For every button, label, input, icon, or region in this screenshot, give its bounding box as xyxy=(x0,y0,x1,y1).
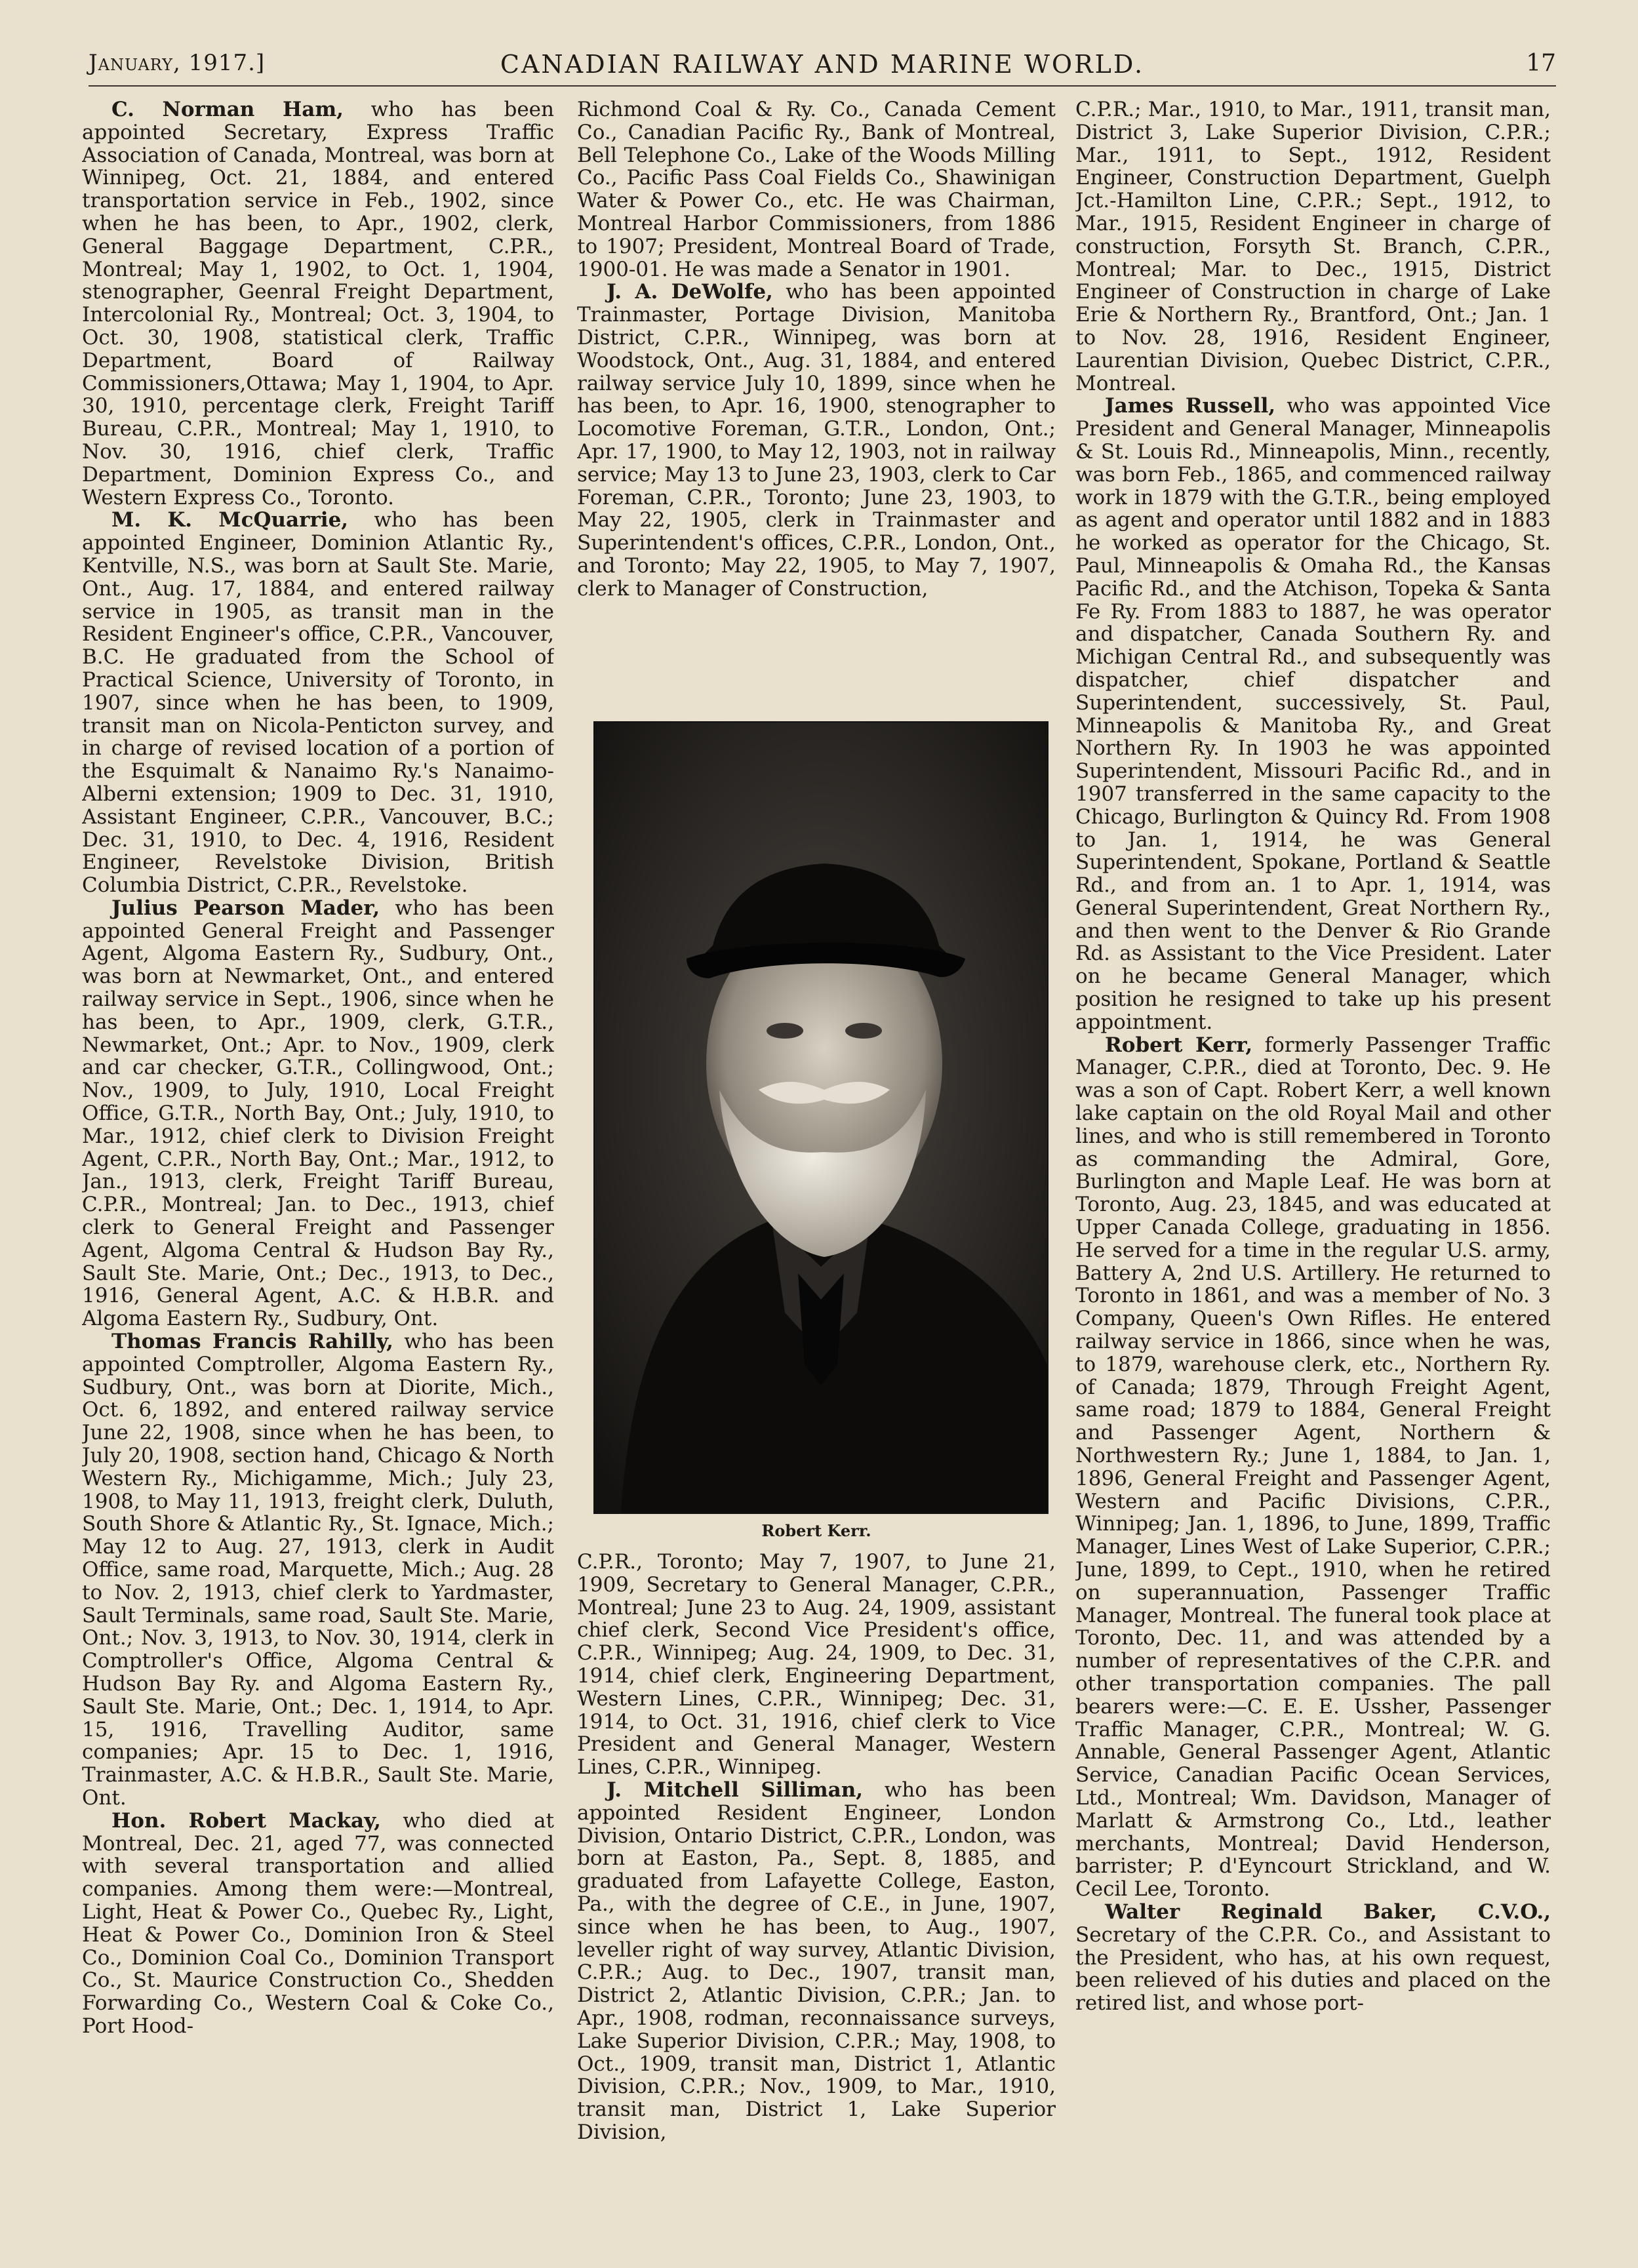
paragraph xyxy=(1075,1901,1551,2015)
page-number: 17 xyxy=(1526,50,1556,77)
paragraph xyxy=(82,1810,554,2038)
paragraph xyxy=(577,1551,1056,1779)
paragraph xyxy=(1075,98,1551,395)
paragraph xyxy=(82,897,554,1330)
paragraph xyxy=(82,1330,554,1810)
column-2-continued xyxy=(577,1551,1056,2210)
person-name: Julius Pearson Mader, xyxy=(111,896,380,920)
paragraph-text: Richmond Coal & Ry. Co., Canada Cement Co., Canadian Pacific Ry., Bank of Montreal, Bell Telephone Co., Lake of the Woods Milling Co., Pacific Pass Coal Fields Co., Shawinigan Water & Power Co., etc. He was Chairman, Montreal Harbor Commissioners, from 1886 to 1907; President, Montreal Board of Trade, 1900-01. He was made a Senator in 1901. xyxy=(577,98,1056,281)
paragraph-text: who has been appointed Resident Engineer, London Division, Ontario District, C.P.R., London, was born at Easton, Pa., Sept. 8, 1885, and graduated from Lafayette College, Easton, Pa., with the degree of C.E., in June, 1907, since when he has been, to Aug., 1907, leveller right of way survey, Atlantic Division, C.P.R.; Aug. to Dec., 1907, transit man, District 2, Atlantic Division, C.P.R.; Jan. to Apr., 1908, rodman, reconnaissance surveys, Lake Superior Division, C.P.R.; May, 1908, to Oct., 1909, transit man, District 1, Atlantic Division, C.P.R.; Nov., 1909, to Mar., 1910, transit man, District 1, Lake Superior Division, xyxy=(577,1778,1056,2144)
paragraph xyxy=(577,98,1056,281)
paragraph xyxy=(577,281,1056,600)
person-name: Hon. Robert Mackay, xyxy=(111,1808,381,1833)
paragraph-text: Secretary of the C.P.R. Co., and Assistant to the President, who has, at his own request, been relieved of his duties and placed on the retired list, and whose port- xyxy=(1075,1922,1551,2016)
paragraph xyxy=(1075,1034,1551,1901)
paragraph-text: who died at Montreal, Dec. 21, aged 77, was connected with several transportation and allied companies. Among them were:—Montreal, Light, Heat & Power Co., Quebec Ry., Light, Heat & Power Co., Dominion Iron & Steel Co., Dominion Coal Co., Dominion Transport Co., St. Maurice Construction Co., Shedden Forwarding Co., Western Coal & Coke Co., Port Hood- xyxy=(82,1808,554,2038)
person-name: M. K. McQuarrie, xyxy=(111,508,349,532)
person-name: J. A. DeWolfe, xyxy=(607,280,773,304)
paragraph-text: who has been appointed Engineer, Dominion Atlantic Ry., Kentville, N.S., was born at Sault Ste. Marie, Ont., Aug. 17, 1884, and entered railway service in 1905, as transit man in the Resident Engineer's office, C.P.R., Vancouver, B.C. He graduated from the School of Practical Science, University of Toronto, in 1907, since when he has been, to 1909, transit man on Nicola-Penticton survey, and in charge of revised location of a portion of the Esquimalt & Nanaimo Ry.'s Nanaimo-Alberni extension; 1909 to Dec. 31, 1910, Assistant Engineer, C.P.R., Vancouver, B.C.; Dec. 31, 1910, to Dec. 4, 1916, Resident Engineer, Revelstoke Division, British Columbia District, C.P.R., Revelstoke. xyxy=(82,508,554,898)
person-name: James Russell, xyxy=(1105,394,1276,418)
header-rule xyxy=(89,85,1556,87)
page-header xyxy=(89,46,1556,85)
photo-caption: Robert Kerr. xyxy=(761,1521,871,1540)
portrait-image xyxy=(595,723,1047,1513)
paragraph xyxy=(1075,395,1551,1033)
paragraph xyxy=(82,509,554,897)
person-name: Robert Kerr, xyxy=(1105,1033,1253,1057)
person-name: J. Mitchell Silliman, xyxy=(607,1778,864,1802)
column-2 xyxy=(577,98,1056,2210)
column-3 xyxy=(1075,98,1551,2210)
paragraph-text: formerly Passenger Traffic Manager, C.P.R., died at Toronto, Dec. 9. He was a son of Capt. Robert Kerr, a well known lake captain on the old Royal Mail and other lines, and who is still remembered in Toronto as commanding the Admiral, Gore, Burlington and Maple Leaf. He was born at Toronto, Aug. 23, 1845, and was educated at Upper Canada College, graduating in 1856. He served for a time in the regular U.S. army, Battery A, 2nd U.S. Artillery. He returned to Toronto in 1861, and was a member of No. 3 Company, Queen's Own Rifles. He entered railway service in 1866, since when he was, to 1879, warehouse clerk, etc., Northern Ry. of Canada; 1879, Through Freight Agent, same road; 1879 to 1884, General Freight and Passenger Agent, Northern & Northwestern Ry.; June 1, 1884, to Jan. 1, 1896, General Freight and Passenger Agent, Western and Pacific Divisions, C.P.R., Winnipeg; Jan. 1, 1896, to June, 1899, Traffic Manager, Lines West of Lake Superior, C.P.R.; June, 1899, to Cept., 1910, when he retired on superannuation, Passenger Traffic Manager, Montreal. The funeral took place at Toronto, Dec. 11, and was attended by a number of representatives of the C.P.R. and other transportation companies. The pall bearers were:—C. E. E. Ussher, Passenger Traffic Manager, C.P.R., Montreal; W. G. Annable, General Passenger Agent, Atlantic Service, Canadian Pacific Ocean Services, Ltd., Montreal; Wm. Davidson, Manager of Marlatt & Armstrong Co., Ltd., leather merchants, Montreal; David Henderson, barrister; P. d'Eyncourt Strickland, and W. Cecil Lee, Toronto. xyxy=(1075,1033,1551,1901)
person-name: Thomas Francis Rahilly, xyxy=(111,1330,393,1354)
paragraph-text: who has been appointed Comptroller, Algoma Eastern Ry., Sudbury, Ont., was born at Diorite, Mich., Oct. 6, 1892, and entered railway service June 22, 1908, since when he has been, to July 20, 1908, section hand, Chicago & North Western Ry., Michigamme, Mich.; July 23, 1908, to May 11, 1913, freight clerk, Duluth, South Shore & Atlantic Ry., St. Ignace, Mich.; May 12 to Aug. 27, 1913, clerk in Audit Office, same road, Marquette, Mich.; Aug. 28 to Nov. 2, 1913, chief clerk to Yardmaster, Sault Terminals, same road, Sault Ste. Marie, Ont.; Nov. 3, 1913, to Nov. 30, 1914, clerk in Comptroller's Office, Algoma Central & Hudson Bay Ry. and Algoma Eastern Ry., Sault Ste. Marie, Ont.; Dec. 1, 1914, to Apr. 15, 1916, Travelling Auditor, same companies; Apr. 15 to Dec. 1, 1916, Trainmaster, A.C. & H.B.R., Sault Ste. Marie, Ont. xyxy=(82,1330,554,1810)
paragraph-text: who was appointed Vice President and General Manager, Minneapolis & St. Louis Rd., Minneapolis, Minn., recently, was born Feb., 1865, and commenced railway work in 1879 with the G.T.R., being employed as agent and operator until 1882 and in 1883 he worked as operator for the Chicago, St. Paul, Minneapolis & Omaha Rd., the Kansas Pacific Rd., and the Atchison, Topeka & Santa Fe Ry. From 1883 to 1887, he was operator and dispatcher, Canada Southern Ry. and Michigan Central Rd., and subsequently was dispatcher, chief dispatcher and Superintendent, successively, St. Paul, Minneapolis & Manitoba Ry., and Great Northern Ry. In 1903 he was appointed Superintendent, Missouri Pacific Rd., and in 1907 transferred in the same capacity to the Chicago, Burlington & Quincy Rd. From 1908 to Jan. 1, 1914, he was General Superintendent, Spokane, Portland & Seattle Rd., and from an. 1 to Apr. 1, 1914, was General Superintendent, Great Northern Ry., and then went to the Denver & Rio Grande Rd. as Assistant to the Vice President. Later on he became General Manager, which position he resigned to take up his present appointment. xyxy=(1075,394,1551,1034)
issue-date: January, 1917.] xyxy=(89,50,266,76)
person-name: C. Norman Ham, xyxy=(111,98,344,121)
paragraph-text: who has been appointed Secretary, Express Traffic Association of Canada, Montreal, was born at Winnipeg, Oct. 21, 1884, and entered transportation service in Feb., 1902, since when he has been, to Apr., 1902, clerk, General Baggage Department, C.P.R., Montreal; May 1, 1902, to Oct. 1, 1904, stenographer, Geenral Freight Department, Intercolonial Ry., Montreal; Oct. 3, 1904, to Oct. 30, 1908, statistical clerk, Traffic Department, Board of Railway Commissioners,Ottawa; May 1, 1904, to Apr. 30, 1910, percentage clerk, Freight Tariff Bureau, C.P.R., Montreal; May 1, 1910, to Nov. 30, 1916, chief clerk, Traffic Department, Dominion Express Co., and Western Express Co., Toronto. xyxy=(82,98,554,509)
column-1 xyxy=(82,98,554,2210)
paragraph-text: C.P.R., Toronto; May 7, 1907, to June 21, 1909, Secretary to General Manager, C.P.R., Montreal; June 23 to Aug. 24, 1909, assistant chief clerk, Second Vice President's office, C.P.R., Winnipeg; Aug. 24, 1909, to Dec. 31, 1914, chief clerk, Engineering Department, Western Lines, C.P.R., Winnipeg; Dec. 31, 1914, to Oct. 31, 1916, chief clerk to Vice President and General Manager, Western Lines, C.P.R., Winnipeg. xyxy=(577,1551,1056,1780)
paragraph xyxy=(82,98,554,509)
paragraph-text: who has been appointed Trainmaster, Portage Division, Manitoba District, C.P.R., Winnipeg, was born at Woodstock, Ont., Aug. 31, 1884, and entered railway service July 10, 1899, since when he has been, to Apr. 16, 1900, stenographer to Locomotive Foreman, G.T.R., London, Ont.; Apr. 17, 1900, to May 12, 1903, not in railway service; May 13 to June 23, 1903, clerk to Car Foreman, C.P.R., Toronto; June 23, 1903, to May 22, 1905, clerk in Trainmaster and Superintendent's offices, C.P.R., London, Ont., and Toronto; May 22, 1905, to May 7, 1907, clerk to Manager of Construction, xyxy=(577,280,1056,601)
portrait-photo xyxy=(593,721,1049,1514)
paragraph-text: who has been appointed General Freight and Passenger Agent, Algoma Eastern Ry., Sudbury, Ont., was born at Newmarket, Ont., and entered railway service in Sept., 1906, since when he has been, to Apr., 1909, clerk, G.T.R., Newmarket, Ont.; Apr. to Nov., 1909, clerk and car checker, G.T.R., Collingwood, Ont.; Nov., 1909, to July, 1910, Local Freight Office, G.T.R., North Bay, Ont.; July, 1910, to Mar., 1912, chief clerk to Division Freight Agent, C.P.R., North Bay, Ont.; Mar., 1912, to Jan., 1913, clerk, Freight Tariff Bureau, C.P.R., Montreal; Jan. to Dec., 1913, chief clerk to General Freight and Passenger Agent, Algoma Central & Hudson Bay Ry., Sault Ste. Marie, Ont.; Dec., 1913, to Dec., 1916, General Agent, A.C. & H.B.R. and Algoma Eastern Ry., Sudbury, Ont. xyxy=(82,896,554,1331)
publication-title: CANADIAN RAILWAY AND MARINE WORLD. xyxy=(500,50,1145,79)
paragraph-text: C.P.R.; Mar., 1910, to Mar., 1911, transit man, District 3, Lake Superior Division, C.P.R.; Mar., 1911, to Sept., 1912, Resident Engineer, Construction Department, Guelph Jct.-Hamilton Line, C.P.R.; Sept., 1912, to Mar., 1915, Resident Engineer in charge of construction, Forsyth St. Branch, C.P.R., Montreal; Mar. to Dec., 1915, District Engineer of Construction in charge of Lake Erie & Northern Ry., Brantford, Ont.; Jan. 1 to Nov. 28, 1916, Resident Engineer, Laurentian Division, Quebec District, C.P.R., Montreal. xyxy=(1075,98,1551,395)
person-name: Walter Reginald Baker, C.V.O., xyxy=(1105,1900,1551,1924)
paragraph xyxy=(577,1779,1056,2144)
